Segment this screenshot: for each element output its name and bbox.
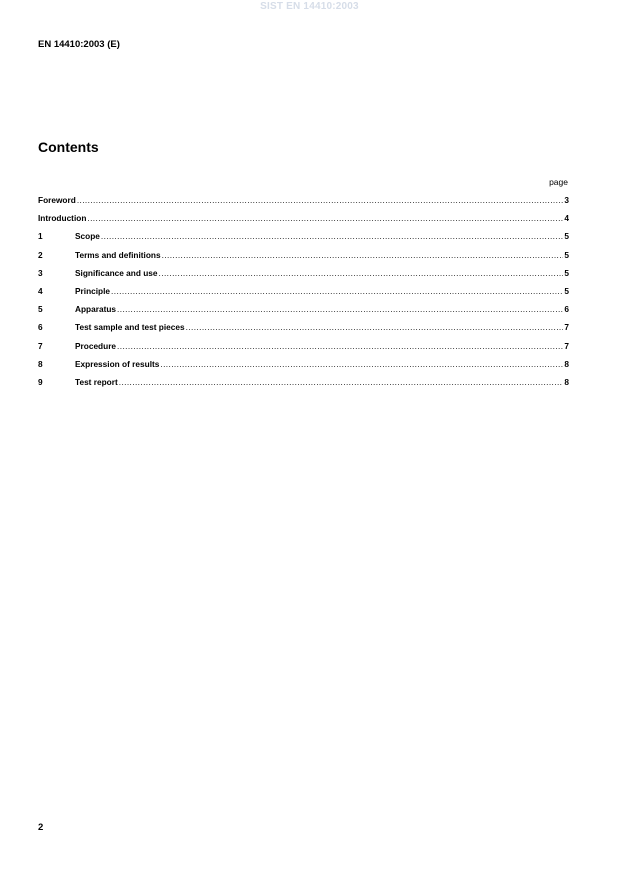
toc-dot-leader: [77, 195, 564, 206]
toc-dot-leader: [160, 359, 563, 370]
toc-entry-page: 5: [564, 231, 569, 242]
toc-entry-page: 3: [564, 195, 569, 205]
watermark: SIST EN 14410:2003: [260, 1, 359, 12]
toc-entry-number: 6: [38, 322, 43, 333]
toc-entry-page: 5: [564, 267, 569, 278]
toc-entry-label: Expression of results: [75, 358, 160, 369]
toc-entry-significance-and-use[interactable]: [38, 268, 569, 286]
toc-entry-page: 7: [564, 340, 569, 351]
toc-entry-page: 6: [564, 304, 569, 315]
toc-entry-page: 7: [564, 322, 569, 333]
toc-dot-leader: [117, 341, 563, 352]
toc-entry-label: Procedure: [75, 340, 117, 351]
toc-dot-leader: [159, 268, 564, 279]
toc-entry-label: Test sample and test pieces: [75, 322, 185, 333]
toc-entry-terms-and-definitions[interactable]: [38, 250, 569, 268]
toc-entry-apparatus[interactable]: [38, 304, 569, 322]
toc-entry-number: 2: [38, 249, 43, 260]
toc-entry-label: Test report: [75, 376, 118, 387]
toc-entry-number: 1: [38, 231, 43, 242]
toc-entry-procedure[interactable]: [38, 341, 569, 359]
toc-dot-leader: [101, 231, 563, 242]
toc-entry-label: Significance and use: [75, 267, 158, 278]
toc-dot-leader: [111, 286, 563, 297]
toc-entry-label: Apparatus: [75, 304, 117, 315]
page-column-heading: page: [549, 177, 568, 187]
toc-entry-expression-of-results[interactable]: [38, 359, 569, 377]
toc-entry-page: 8: [564, 376, 569, 387]
toc-entry-label: Terms and definitions: [75, 249, 161, 260]
toc-entry-introduction[interactable]: [38, 213, 569, 231]
toc-entry-number: 4: [38, 285, 43, 296]
toc-dot-leader: [87, 213, 563, 224]
document-id: EN 14410:2003 (E): [38, 39, 120, 50]
toc-dot-leader: [186, 322, 564, 333]
toc-entry-page: 5: [564, 285, 569, 296]
toc-entry-test-report[interactable]: [38, 377, 569, 395]
toc-entry-label: Principle: [75, 285, 111, 296]
toc-dot-leader: [117, 304, 563, 315]
toc-entry-page: 8: [564, 358, 569, 369]
toc-dot-leader: [162, 250, 564, 261]
toc-entry-number: 3: [38, 267, 43, 278]
toc-entry-label: Foreword: [38, 195, 76, 205]
table-of-contents: [38, 195, 569, 395]
contents-title: Contents: [38, 139, 99, 155]
toc-entry-number: 5: [38, 304, 43, 315]
toc-entry-number: 8: [38, 358, 43, 369]
toc-entry-label: Scope: [75, 231, 100, 242]
toc-entry-number: 9: [38, 376, 43, 387]
toc-entry-scope[interactable]: [38, 231, 569, 249]
toc-dot-leader: [119, 377, 564, 388]
toc-entry-test-sample-and-test-pieces[interactable]: [38, 322, 569, 340]
toc-entry-foreword[interactable]: [38, 195, 569, 213]
toc-entry-page: 4: [564, 213, 569, 224]
toc-entry-page: 5: [564, 249, 569, 260]
page-number: 2: [38, 822, 44, 833]
toc-entry-principle[interactable]: [38, 286, 569, 304]
toc-entry-number: 7: [38, 340, 43, 351]
toc-entry-label: Introduction: [38, 213, 87, 224]
